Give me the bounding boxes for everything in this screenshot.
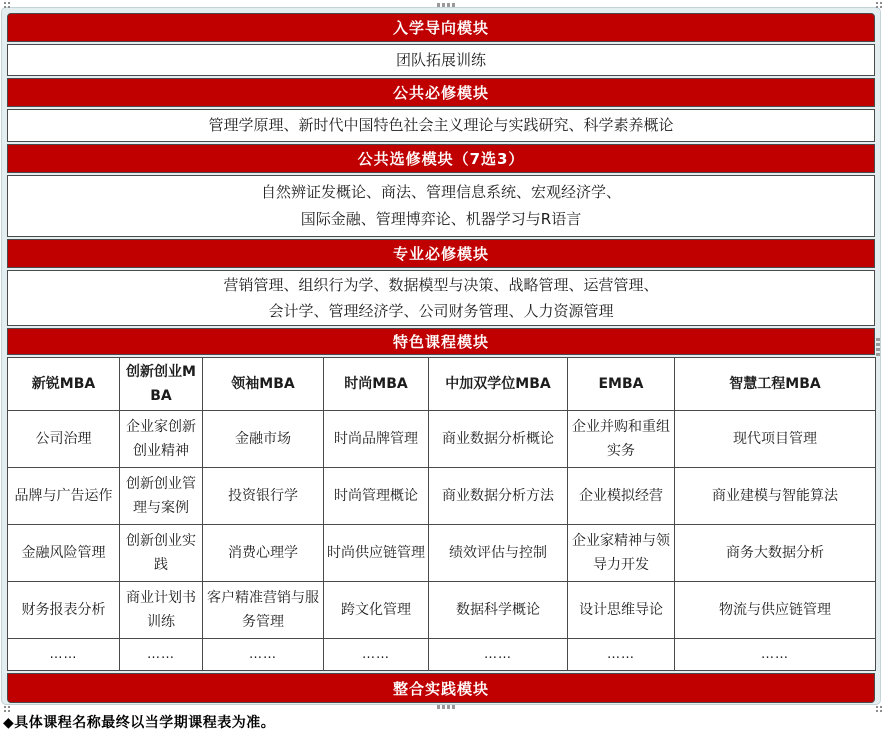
- column-header: 领袖MBA: [203, 358, 324, 411]
- course-line: 团队拓展训练: [395, 50, 486, 69]
- course-cell: 商业建模与智能算法: [675, 468, 876, 525]
- ellipsis-cell: ……: [568, 639, 675, 671]
- column-header: 创新创业MBA: [120, 358, 203, 411]
- module-header-public-elective: [7, 144, 875, 173]
- ellipsis-cell: ……: [120, 639, 203, 671]
- module-header-public-required: [7, 78, 875, 107]
- course-line: 管理学原理、新时代中国特色社会主义理论与实践研究、科学素养概论: [208, 116, 674, 134]
- table-width-grip-icon[interactable]: [437, 3, 440, 7]
- course-cell: 商业数据分析概论: [429, 411, 568, 468]
- module-title: 专业必修模块: [392, 245, 489, 263]
- course-line: 会计学、管理经济学、公司财务管理、人力资源管理: [268, 302, 614, 320]
- course-cell: 企业并购和重组实务: [568, 411, 675, 468]
- course-cell: 创新创业管理与案例: [120, 468, 203, 525]
- table-selection-frame: [1, 7, 881, 705]
- table-row: [8, 525, 876, 582]
- column-header: 智慧工程MBA: [675, 358, 876, 411]
- row-height-grip-icon[interactable]: [876, 338, 880, 341]
- ellipsis-cell: ……: [675, 639, 876, 671]
- course-cell: 跨文化管理: [324, 582, 429, 639]
- table-move-handle-icon[interactable]: [4, 2, 6, 4]
- module-title: 公共选修模块（7选3）: [357, 150, 525, 168]
- column-header: 中加双学位MBA: [429, 358, 568, 411]
- ellipsis-cell: ……: [429, 639, 568, 671]
- module-header-orientation: [7, 13, 875, 42]
- module-header-major-required: [7, 239, 875, 268]
- course-cell: 创新创业实践: [120, 525, 203, 582]
- module-header-integration: [7, 673, 875, 703]
- course-cell: 消费心理学: [203, 525, 324, 582]
- ellipsis-cell: ……: [8, 639, 120, 671]
- ellipsis-cell: ……: [203, 639, 324, 671]
- footnote: ◆具体课程名称最终以当学期课程表为准。: [3, 715, 276, 731]
- course-cell: 商业数据分析方法: [429, 468, 568, 525]
- column-header: 时尚MBA: [324, 358, 429, 411]
- course-cell: 绩效评估与控制: [429, 525, 568, 582]
- course-cell: 客户精准营销与服务管理: [203, 582, 324, 639]
- feature-table-header-row: [8, 358, 876, 411]
- course-cell: 企业模拟经营: [568, 468, 675, 525]
- module-header-feature-courses: [7, 328, 875, 355]
- course-cell: 企业家精神与领导力开发: [568, 525, 675, 582]
- table-row: [8, 582, 876, 639]
- course-cell: 时尚品牌管理: [324, 411, 429, 468]
- course-cell: 数据科学概论: [429, 582, 568, 639]
- course-cell: 投资银行学: [203, 468, 324, 525]
- course-cell: 企业家创新创业精神: [120, 411, 203, 468]
- course-cell: 金融市场: [203, 411, 324, 468]
- curriculum-table: [7, 13, 875, 703]
- module-courses-major-required: [7, 270, 875, 326]
- course-cell: 现代项目管理: [675, 411, 876, 468]
- table-corner-handle-icon[interactable]: [4, 706, 6, 708]
- course-cell: 商务大数据分析: [675, 525, 876, 582]
- course-cell: 金融风险管理: [8, 525, 120, 582]
- course-line: 营销管理、组织行为学、数据模型与决策、战略管理、运营管理、: [223, 276, 659, 294]
- course-cell: 设计思维导论: [568, 582, 675, 639]
- table-resize-handle-icon[interactable]: [876, 706, 878, 708]
- module-title: 公共必修模块: [392, 84, 489, 102]
- module-title: 整合实践模块: [392, 679, 489, 698]
- column-header: 新锐MBA: [8, 358, 120, 411]
- module-courses-orientation: [7, 44, 875, 76]
- table-row-ellipsis: [8, 639, 876, 671]
- ellipsis-cell: ……: [324, 639, 429, 671]
- table-width-grip-icon[interactable]: [437, 705, 440, 709]
- course-cell: 时尚供应链管理: [324, 525, 429, 582]
- table-corner-handle-icon[interactable]: [876, 2, 878, 4]
- module-title: 特色课程模块: [392, 333, 489, 351]
- course-cell: 财务报表分析: [8, 582, 120, 639]
- module-title: 入学导向模块: [392, 19, 489, 37]
- course-cell: 品牌与广告运作: [8, 468, 120, 525]
- course-line: 自然辨证发概论、商法、管理信息系统、宏观经济学、: [260, 183, 621, 201]
- table-row: [8, 468, 876, 525]
- course-cell: 公司治理: [8, 411, 120, 468]
- course-cell: 物流与供应链管理: [675, 582, 876, 639]
- course-cell: 商业计划书训练: [120, 582, 203, 639]
- table-row: [8, 411, 876, 468]
- module-courses-public-elective: [7, 175, 875, 237]
- course-line: 国际金融、管理博弈论、机器学习与R语言: [300, 210, 582, 228]
- course-cell: 时尚管理概论: [324, 468, 429, 525]
- column-header: EMBA: [568, 358, 675, 411]
- module-courses-public-required: [7, 109, 875, 142]
- feature-course-table: [7, 357, 876, 671]
